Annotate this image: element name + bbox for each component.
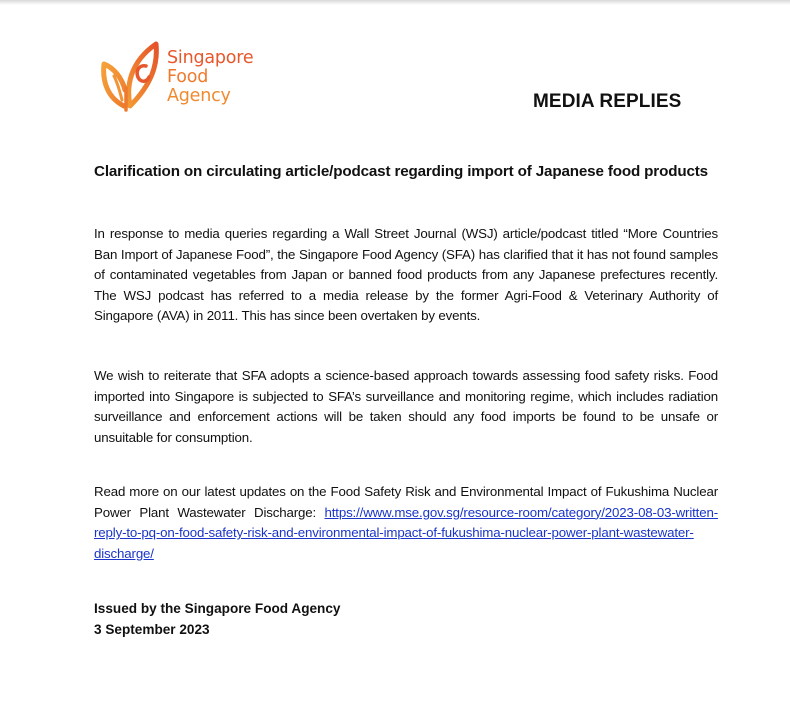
page-top-edge <box>0 0 790 5</box>
issue-date: 3 September 2023 <box>94 622 210 637</box>
paragraph-response: In response to media queries regarding a Wall Street Journal (WSJ) article/podcast titled “More Countries Ban Import of Japanese Food”, the Singapore Food Agency (SFA) has clarified that it has not found samples of contaminated vegetables from Japan or banned food products from any Japanese prefectures recently. The WSJ podcast has referred to a media release by the former Agri-Food & Veterinary Authority of Singapore (AVA) in 2011. This has since been overtaken by events. <box>94 226 718 324</box>
logo-wordmark <box>167 49 254 106</box>
sfa-logo <box>100 40 270 112</box>
issued-by-text: Issued by the Singapore Food Agency <box>94 601 341 616</box>
article-headline: Clarification on circulating article/podcast regarding import of Japanese food products <box>94 163 708 180</box>
read-more-text: Read more on our latest updates on the Food Safety Risk and Environmental Impact of Fukushima Nuclear Power Plant Wastewater Discharge: <box>94 484 718 520</box>
paragraph-reiterate: We wish to reiterate that SFA adopts a science-based approach towards assessing food safety risks. Food imported into Singapore is subjected to SFA’s surveillance and monitoring regime, which includes radiation surveillance and enforcement actions will be taken should any food imports be found to be unsafe or unsuitable for consumption. <box>94 368 718 445</box>
sfa-leaf-logo-icon <box>100 40 162 112</box>
logo-line-agency: Agency <box>167 86 231 106</box>
logo-line-food: Food <box>167 67 209 87</box>
logo-line-singapore: Singapore <box>167 48 254 68</box>
page-title: MEDIA REPLIES <box>533 91 682 112</box>
mse-resource-link[interactable]: https://www.mse.gov.sg/resource-room/category/2023-08-03-written-reply-to-pq-on-food-safety-risk-and-environmental-impact-of-fukushima-nuclear-power-plant-wastewater-discharge/ <box>94 504 718 561</box>
issued-by-block <box>94 598 341 640</box>
paragraph-read-more <box>94 482 718 564</box>
